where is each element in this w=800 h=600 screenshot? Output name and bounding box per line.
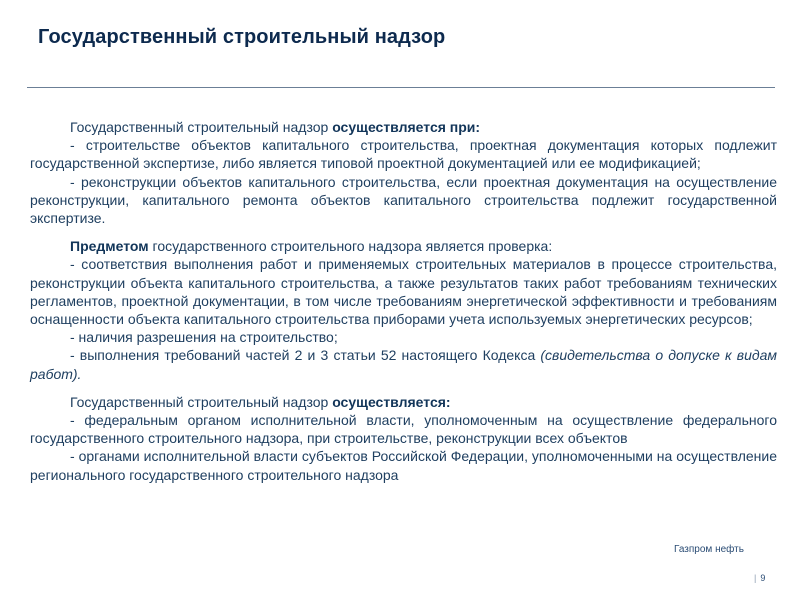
slide-title: Государственный строительный надзор (38, 26, 446, 48)
paragraph-supervision-cases (30, 118, 777, 227)
lead-bold-text: осуществляется при: (332, 119, 481, 135)
page-number-value: 9 (760, 573, 766, 583)
slide-body (30, 118, 777, 494)
lead-text: Государственный строительный надзор (70, 393, 333, 410)
lead-text: государственного строительного надзора является проверка: (148, 238, 553, 255)
paragraph-supervising-bodies (30, 393, 777, 484)
page-number-separator: | (754, 573, 757, 583)
list-item-text: - выполнения требований частей 2 и 3 статьи 52 настоящего Кодекса (70, 347, 541, 364)
list-item: - соответствия выполнения работ и применяемых строительных материалов в процессе строительства, реконструкции объекта капитального строительства, а также результатов таких работ требованиям технических регламентов, проектной документации, в том числе требованиям энергетической эффективности и требованиям оснащенности объекта капитального строительства приборами учета используемых энергетических ресурсов; (30, 256, 777, 328)
lead-bold-text: Предметом (70, 238, 149, 255)
list-item-italic-note: (свидетельства о допуске к видам работ). (30, 347, 778, 382)
lead-text: Государственный строительный надзор (70, 119, 333, 135)
footer-brand: Газпром нефть (674, 544, 744, 555)
paragraph-lead (30, 118, 777, 136)
paragraph-lead (30, 237, 777, 255)
page-number (754, 573, 765, 583)
list-item: - реконструкции объектов капитального строительства, если проектная документация на осуществление реконструкции, капитального ремонта объектов капитального строительства подлежит государственной экспертизе. (30, 173, 777, 227)
list-item: - органами исполнительной власти субъектов Российской Федерации, уполномоченными на осуществление регионального государственного строительного надзора (30, 448, 777, 483)
list-item (30, 346, 777, 382)
paragraph-lead (30, 393, 777, 411)
list-item: - федеральным органом исполнительной власти, уполномоченным на осуществление федерального государственного строительного надзора, при строительстве, реконструкции всех объектов (30, 412, 777, 447)
paragraph-subject-of-supervision (30, 237, 777, 383)
lead-bold-text: осуществляется: (332, 393, 451, 410)
list-item: - наличия разрешения на строительство; (70, 329, 338, 346)
title-divider (27, 87, 775, 88)
list-item: - строительстве объектов капитального строительства, проектная документация которых подлежит государственной экспертизе, либо является типовой проектной документацией или ее модификацией; (30, 137, 777, 172)
